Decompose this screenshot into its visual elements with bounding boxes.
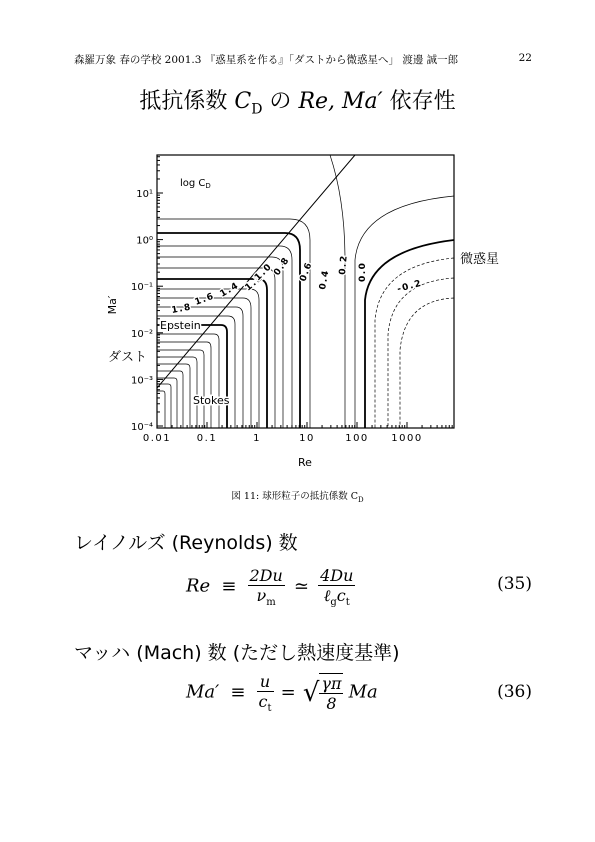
contour-label: 1.4 bbox=[218, 280, 242, 300]
contour-line bbox=[157, 384, 171, 428]
y-tick-label: 10⁻³ bbox=[130, 375, 153, 387]
contour-label: 0.6 bbox=[298, 260, 315, 284]
contour-line bbox=[157, 364, 190, 428]
x-axis-label: Re bbox=[298, 456, 312, 469]
contour-label: 1.2 bbox=[243, 272, 266, 294]
x-tick-label: 100 bbox=[345, 433, 369, 444]
contour-label: 0.2 bbox=[338, 254, 350, 276]
contour-label: 0.8 bbox=[272, 255, 293, 278]
mach-heading: マッハ (Mach) 数 (ただし熱速度基準) bbox=[74, 642, 400, 664]
contour-line bbox=[157, 334, 219, 428]
contour-label: 0.4 bbox=[318, 268, 332, 291]
y-tick-label: 10⁻⁴ bbox=[130, 422, 153, 433]
figure-caption: 図 11: 球形粒子の抵抗係数 $C_D$ bbox=[231, 491, 364, 504]
reynolds-equation: Re ≡ $\frac{2Du}{\nu_m}$ ≃ $\frac{4Du}{\ell_gc_t}$ (35) bbox=[186, 566, 532, 609]
y-tick-label: 10¹ bbox=[136, 189, 153, 200]
contour-line bbox=[157, 316, 235, 428]
mach-equation: Ma′ ≡ $\frac{u}{c_t}$ = √ $\frac{\gamma\pi}{8}$ Ma (36) bbox=[186, 672, 532, 715]
y-tick-label: 10⁻¹ bbox=[130, 282, 153, 294]
equation-number: (36) bbox=[497, 682, 532, 702]
contour-line bbox=[355, 196, 454, 428]
stokes-label: Stokes bbox=[193, 394, 230, 407]
contour-label: 0.0 bbox=[358, 261, 368, 282]
contour-label: 1.8 bbox=[170, 302, 193, 316]
x-tick-label: 0.01 bbox=[142, 433, 172, 444]
contour-line bbox=[157, 325, 227, 428]
inset-label: $\log C_D$ bbox=[180, 178, 211, 190]
x-tick-label: 0.1 bbox=[196, 433, 218, 444]
contour-line bbox=[388, 278, 454, 428]
planetesimal-label: 微惑星 bbox=[460, 252, 500, 267]
contour-line bbox=[400, 298, 454, 428]
contour-label: -0.2 bbox=[396, 278, 424, 295]
contour-line bbox=[365, 240, 454, 428]
y-tick-label: 10⁻² bbox=[130, 328, 153, 340]
x-tick-label: 10 bbox=[299, 433, 315, 444]
epstein-label: Epstein bbox=[160, 319, 201, 332]
x-tick-label: 1000 bbox=[391, 433, 423, 444]
contour-line bbox=[157, 378, 177, 428]
x-tick-label: 1 bbox=[253, 433, 261, 444]
header-title: 森羅万象 春の学校 2001.3 『惑星系を作る』「ダストから微惑星へ」 渡邊 誠一郎 bbox=[74, 54, 459, 66]
equation-number: (35) bbox=[497, 574, 532, 594]
y-tick-label: 10⁰ bbox=[136, 235, 153, 247]
page-title: 抵抗係数 $C_D$ の Re, Ma′ 依存性 bbox=[139, 89, 456, 118]
contour-line bbox=[330, 155, 345, 428]
y-axis-label: Ma′ bbox=[106, 295, 119, 315]
page-number: 22 bbox=[518, 52, 532, 64]
contour-label: 1.6 bbox=[193, 291, 217, 308]
contour-line bbox=[157, 391, 165, 428]
reynolds-heading: レイノルズ (Reynolds) 数 bbox=[74, 532, 298, 554]
dust-label: ダスト bbox=[108, 350, 148, 365]
contour-label: 1.0 bbox=[253, 261, 275, 284]
